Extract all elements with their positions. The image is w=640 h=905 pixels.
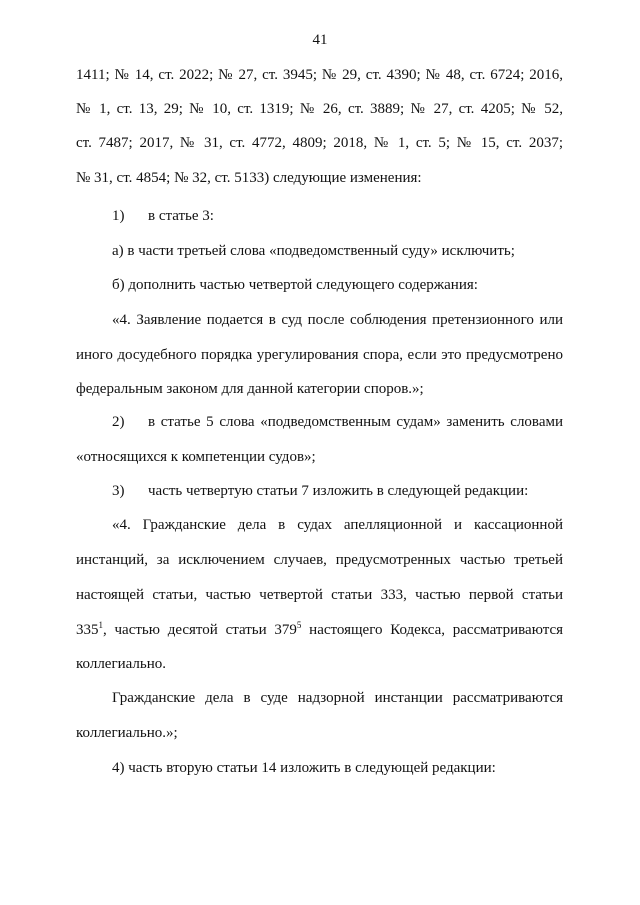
page-number: 41 xyxy=(312,32,328,48)
text-line: иного досудебного порядка урегулирования спора, если это предусмотрено xyxy=(76,347,563,363)
list-item xyxy=(112,482,563,500)
text-line: а) в части третьей слова «подведомственный суду» исключить; xyxy=(112,243,515,259)
list-item-number: 1) xyxy=(112,208,125,224)
text-line: коллегиально. xyxy=(76,656,167,672)
text-fragment: 335 xyxy=(76,622,99,638)
text-line: федеральным законом для данной категории споров.»; xyxy=(76,381,424,397)
list-item xyxy=(112,207,563,225)
list-item xyxy=(112,413,563,431)
text-line: «4. Заявление подается в суд после соблюдения претензионного или xyxy=(112,312,563,328)
text-line: Гражданские дела в суде надзорной инстанции рассматриваются xyxy=(112,690,563,706)
list-item-text: в статье 3: xyxy=(148,208,214,224)
text-fragment: настоящего Кодекса, рассматриваются xyxy=(301,622,564,638)
text-line: инстанций, за исключением случаев, предусмотренных частью третьей xyxy=(76,552,563,568)
text-line: коллегиально.»; xyxy=(76,725,178,741)
superscript: 5 xyxy=(296,620,302,630)
list-item-text: в статье 5 слова «подведомственным судам» заменить словами xyxy=(148,414,563,430)
text-line: 4) часть вторую статьи 14 изложить в следующей редакции: xyxy=(112,760,496,776)
text-line: б) дополнить частью четвертой следующего содержания: xyxy=(112,277,478,293)
text-line: 1411; № 14, ст. 2022; № 27, ст. 3945; № 29, ст. 4390; № 48, ст. 6724; 2016, xyxy=(76,67,563,83)
list-item-text: часть четвертую статьи 7 изложить в следующей редакции: xyxy=(148,483,529,499)
text-line: «относящихся к компетенции судов»; xyxy=(76,449,316,465)
list-item-number: 3) xyxy=(112,483,125,499)
text-line: № 1, ст. 13, 29; № 10, ст. 1319; № 26, ст. 3889; № 27, ст. 4205; № 52, xyxy=(76,101,563,117)
superscript: 1 xyxy=(98,620,103,630)
text-line xyxy=(76,621,563,639)
list-item-number: 2) xyxy=(112,414,125,430)
text-line: № 31, ст. 4854; № 32, ст. 5133) следующие изменения: xyxy=(76,170,422,186)
text-fragment: , частью десятой статьи 379 xyxy=(103,622,297,638)
text-line: настоящей статьи, частью четвертой статьи 333, частью первой статьи xyxy=(76,587,563,603)
text-line: «4. Гражданские дела в судах апелляционной и кассационной xyxy=(112,517,563,533)
text-line: ст. 7487; 2017, № 31, ст. 4772, 4809; 2018, № 1, ст. 5; № 15, ст. 2037; xyxy=(76,135,563,151)
